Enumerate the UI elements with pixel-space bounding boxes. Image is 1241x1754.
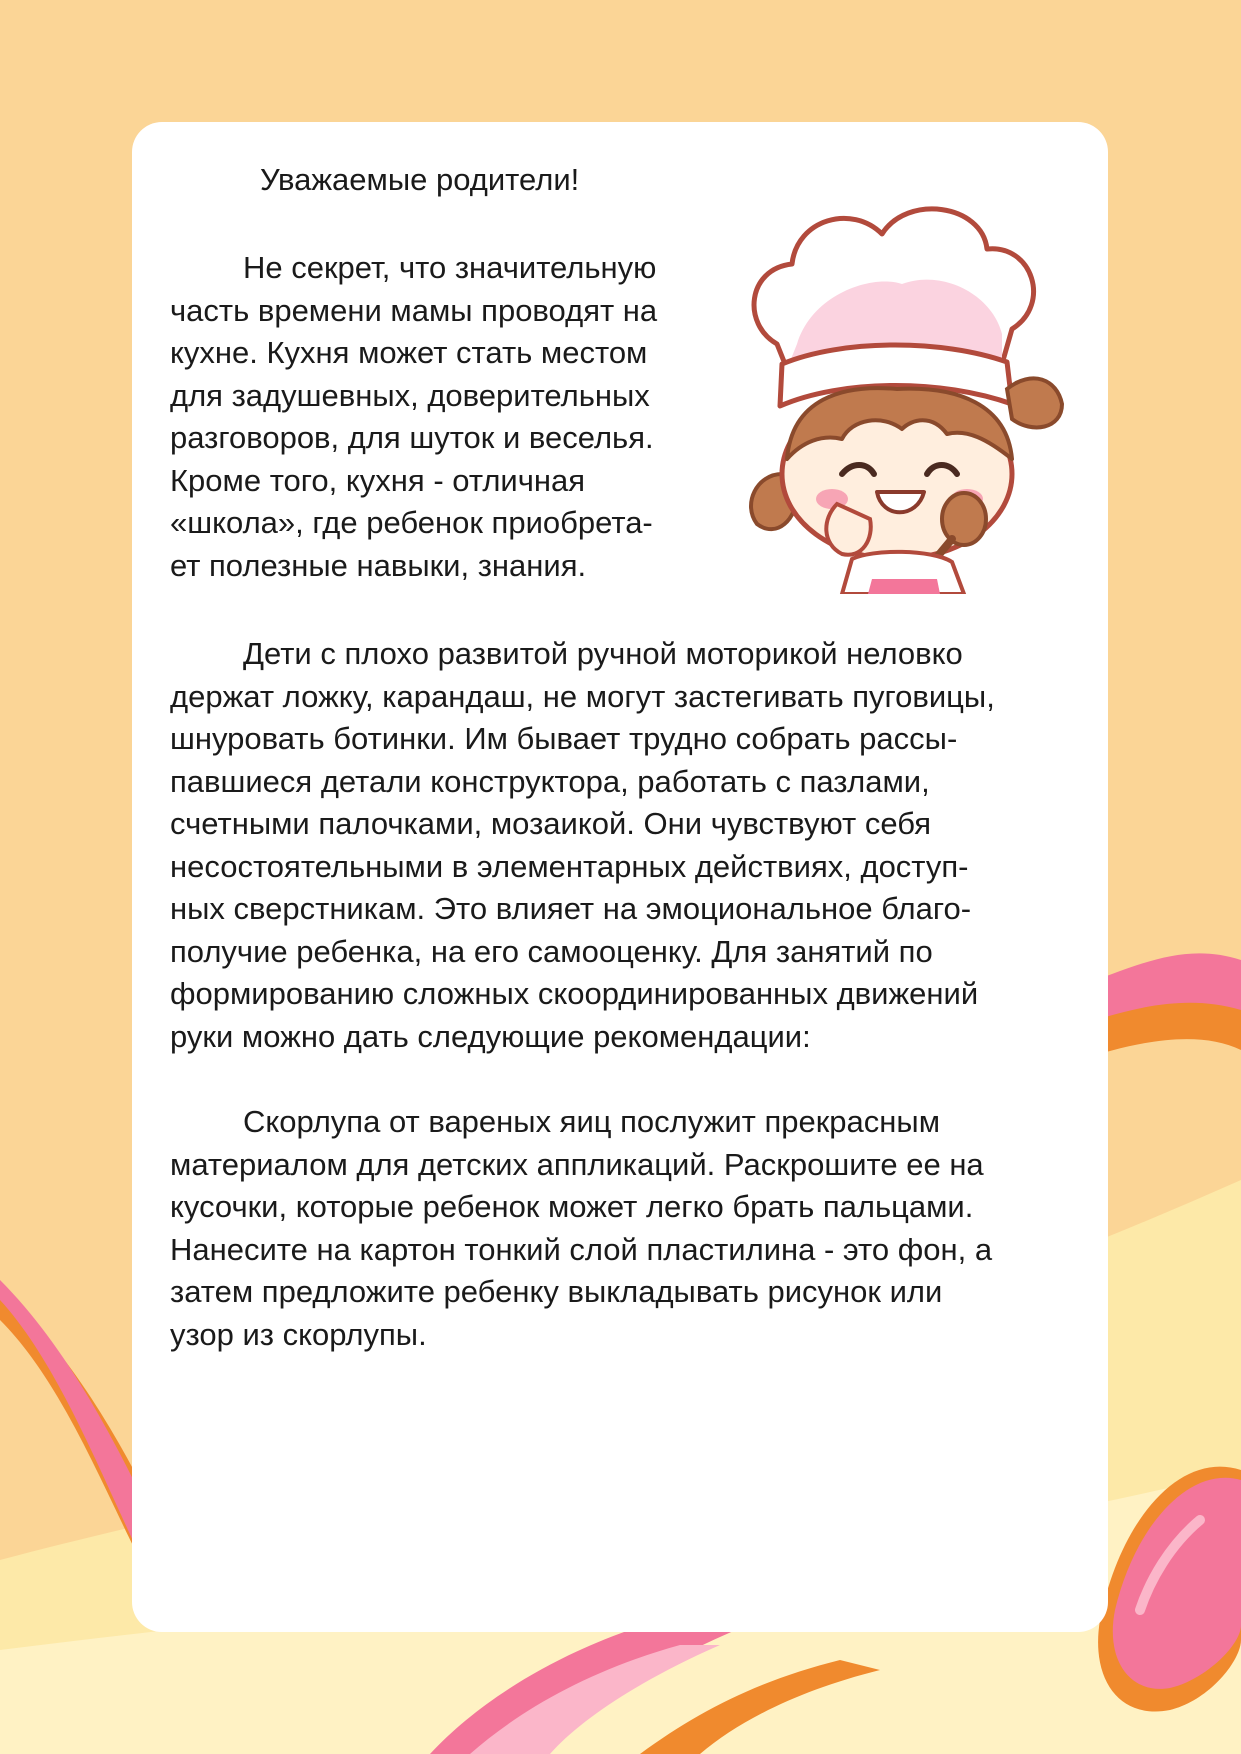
chef-girl-icon [702,174,1092,594]
paragraph-kitchen-school: Не секрет, что значительную часть времени мамы проводят на кухне. Кухня может стать местом для задушевных, доверительных разговоров, для шуток и веселья. Кроме того, кухня - отличная «школа», где ребенок приобрета- ет полезные навыки, знания. [170,250,658,583]
paragraph-motor-skills: Дети с плохо развитой ручной моторикой неловко держат ложку, карандаш, не могут застегивать пуговицы, шнуровать ботинки. Им бывает трудно собрать рассы- павшиеся детали конструктора, работать с пазлами, счетными палочками, мозаикой. Они чувствуют себя несостоятельными в элементарных действиях, доступ- ных сверстникам. Это влияет на эмоциональное благо- получие ребенка, на его самооценку. Для занятий по формированию сложных скоординированных движений руки можно дать следующие рекомендации: [170,636,995,1054]
content-card [132,122,1108,1632]
greeting-heading: Уважаемые родители! [260,162,580,197]
paragraph-eggshell-tip: Скорлупа от вареных яиц послужит прекрасным материалом для детских аппликаций. Раскрошите ее на кусочки, которые ребенок может легко брать пальцами. Нанесите на картон тонкий слой пластилина - это фон, а затем предложите ребенку выкладывать рисунок или узор из скорлупы. [170,1104,993,1352]
